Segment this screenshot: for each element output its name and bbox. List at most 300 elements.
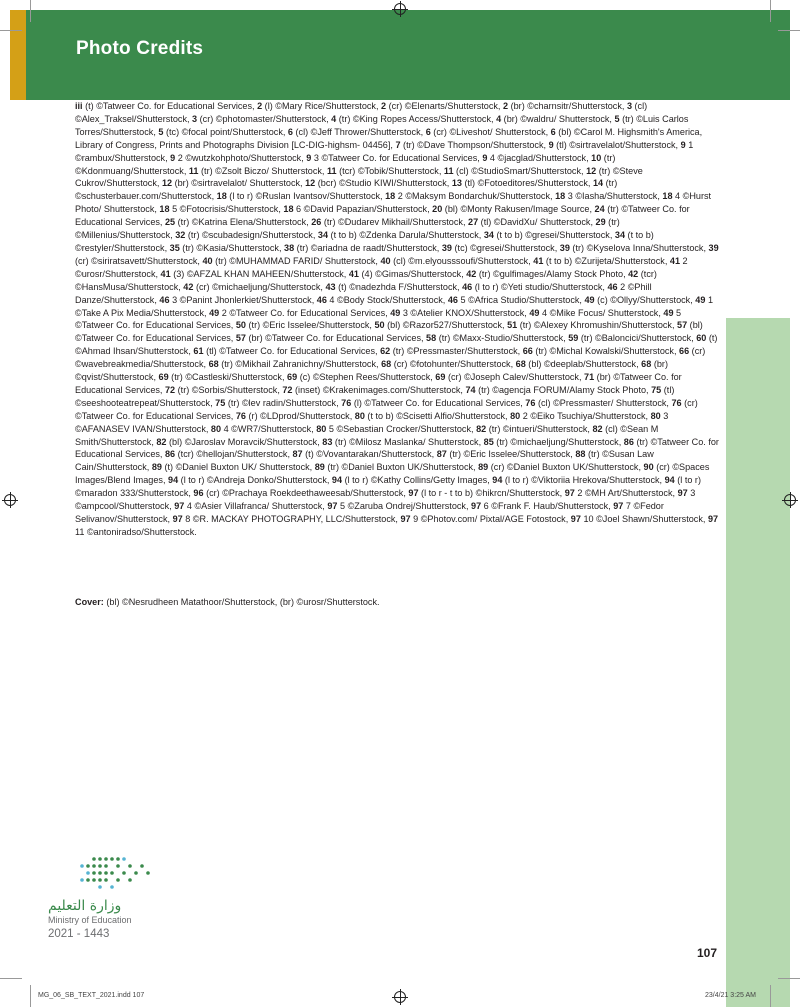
credit-entry <box>426 333 568 343</box>
credit-entry <box>311 217 468 227</box>
credit-entry <box>332 475 492 485</box>
credit-entry <box>492 475 664 485</box>
credit-page-number: 38 <box>284 242 295 253</box>
credit-entry <box>341 398 525 408</box>
credits-paragraph <box>75 100 719 539</box>
crop-mark <box>30 0 31 22</box>
credit-text: (cl) ©StudioSmart/Shutterstock, <box>453 165 587 176</box>
credit-text: (tcr) ©hellojan/Shutterstock, <box>175 449 293 460</box>
credit-entry <box>175 230 318 240</box>
registration-mark-icon <box>394 3 406 15</box>
credit-entry <box>215 398 341 408</box>
credit-text: 2 ©urosr/Shutterstock, <box>75 255 688 279</box>
credit-page-number: 97 <box>677 488 688 499</box>
credit-entry <box>257 101 381 111</box>
ministry-name-arabic: وزارة التعليم <box>48 898 122 914</box>
credit-text: (t) ©Daniel Buxton UK/ Shutterstock, <box>161 462 315 473</box>
credit-text: (tr) ©Alexey Khromushin/Shutterstock, <box>517 320 678 331</box>
credit-entry <box>355 411 510 421</box>
credit-text: (l to r) ©Andreja Donko/Shutterstock, <box>178 475 332 486</box>
credit-entry <box>349 269 466 279</box>
cover-credit <box>75 596 719 609</box>
credit-text: 2 ©Tatweer Co. for Educational Services, <box>219 307 391 318</box>
credit-page-number: 74 <box>465 384 476 395</box>
credit-text: (tr) ©Luis Carlos Torres/Shutterstock, <box>75 113 689 137</box>
crop-mark <box>0 30 22 31</box>
credit-entry <box>448 295 585 305</box>
credit-page-number: 18 <box>159 204 170 215</box>
credit-page-number: 86 <box>164 449 176 460</box>
credit-page-number: 80 <box>510 410 521 421</box>
crop-mark <box>0 978 22 979</box>
credit-text: 4 ©jacglad/Shutterstock, <box>487 152 592 163</box>
page-number: 107 <box>697 946 718 960</box>
credit-text: (br) ©Tatweer Co. for Educational Services, <box>75 372 682 395</box>
credit-entry <box>466 269 628 279</box>
credit-page-number: 87 <box>292 449 303 460</box>
credit-text: 6 ©David Papazian/Shutterstock, <box>293 204 433 215</box>
credit-text: (cl) ©Jeff Thrower/Shutterstock, <box>292 126 426 137</box>
credit-page-number: 11 <box>443 165 454 176</box>
credit-page-number: 80 <box>210 423 222 434</box>
credit-entry <box>478 462 643 472</box>
credit-page-number: 6 <box>425 126 431 137</box>
credit-entry <box>426 127 551 137</box>
credit-text: (tr) ©Castleski/Shutterstock, <box>168 372 288 383</box>
credit-page-number: 5 <box>614 113 620 124</box>
credit-text: (br) ©charnsitr/Shutterstock, <box>508 101 627 111</box>
credit-text: (br) ©qvist/Shutterstock, <box>75 359 668 383</box>
credit-text: (cr) ©siriratsavett/Shutterstock, <box>75 255 203 266</box>
credit-text: 9 ©Photov.com/ Pixtal/AGE Fotostock, <box>410 514 571 524</box>
credit-entry <box>408 488 564 498</box>
credit-text: (bcr) ©Studio KIWI/Shutterstock, <box>315 178 452 189</box>
credit-entry <box>306 153 482 163</box>
credit-page-number: 46 <box>462 281 473 292</box>
edition-year: 2021 - 1443 <box>48 928 110 940</box>
credit-page-number: 18 <box>385 191 396 202</box>
credit-entry <box>390 308 529 318</box>
credit-text: 1 ©rambux/Shutterstock, <box>75 139 694 163</box>
credit-text: (t to b) ©restyler/Shutterstock, <box>75 230 654 253</box>
credit-entry <box>183 282 325 292</box>
credit-text: (tr) ©Eric Isselee/Shutterstock, <box>245 320 375 331</box>
credit-text: (cl) ©Sean M Smith/Shutterstock, <box>75 423 659 447</box>
credit-page-number: 97 <box>471 501 482 512</box>
credit-text: (3) ©AFZAL KHAN MAHEEN/Shutterstock, <box>170 268 349 279</box>
credit-text: (cr) ©Spaces Images/Blend Images, <box>75 462 710 486</box>
credit-page-number: 11 <box>327 165 337 176</box>
credit-page-number: 76 <box>341 397 352 408</box>
credit-page-number: 66 <box>522 346 533 357</box>
credit-text: (tr) ©Maxx-Studio/Shutterstock, <box>436 333 569 344</box>
credit-page-number: 94 <box>168 475 179 486</box>
credit-entry <box>374 320 507 330</box>
credit-text: (l to r) ©Yeti studio/Shutterstock, <box>472 281 608 292</box>
credit-entry <box>159 372 288 382</box>
credit-text: (cr) ©wavebreakmedia/Shutterstock, <box>75 346 706 370</box>
credit-page-number: 5 <box>158 126 164 137</box>
credit-entry <box>159 295 316 305</box>
credit-page-number: iii <box>75 101 83 111</box>
credit-entry <box>168 475 332 485</box>
credit-text: (r) ©LDprod/Shutterstock, <box>245 410 355 421</box>
credit-entry <box>170 153 306 163</box>
credit-text: (l to r) ©Viktoriia Hrekova/Shutterstock, <box>502 475 665 486</box>
credit-entry <box>327 166 444 176</box>
credit-page-number: 40 <box>380 255 391 266</box>
credit-page-number: 69 <box>287 372 298 383</box>
credit-page-number: 25 <box>164 217 176 228</box>
credit-text: (cl) ©Alex_Traksel/Shutterstock, <box>75 101 648 124</box>
credit-entry <box>209 359 381 369</box>
credit-page-number: 72 <box>164 384 176 395</box>
credit-page-number: 4 <box>496 113 502 124</box>
credit-text: 8 ©R. MACKAY PHOTOGRAPHY, LLC/Shutterstock, <box>182 514 401 524</box>
credit-entry <box>283 204 432 214</box>
credit-entry <box>236 411 355 421</box>
credit-page-number: 2 <box>381 101 387 111</box>
credit-page-number: 46 <box>316 294 327 305</box>
credit-text: (tc) ©focal point/Shutterstock, <box>163 126 288 137</box>
credit-page-number: 82 <box>476 423 487 434</box>
credit-page-number: 89 <box>151 462 162 473</box>
credit-page-number: 32 <box>175 230 186 241</box>
credit-text: (tr) ©gulfimages/Alamy Stock Photo, <box>476 268 629 279</box>
credit-entry <box>165 449 293 459</box>
credit-text: (tcr) ©Tobik/Shutterstock, <box>336 165 444 176</box>
credit-entry <box>287 372 435 382</box>
credit-text: (tr) ©intueri/Shutterstock, <box>486 423 593 434</box>
credit-entry <box>435 372 584 382</box>
credit-page-number: 59 <box>568 333 579 344</box>
credit-entry <box>381 101 503 111</box>
credit-entry <box>236 320 375 330</box>
credit-page-number: 61 <box>193 346 204 357</box>
credit-text: (cl) ©m.elyousssoufi/Shutterstock, <box>390 255 534 266</box>
credit-text: (tr) ©michaeljung/Shutterstock, <box>493 436 624 447</box>
credit-text: (tl) ©DavidXu/ Shutterstock, <box>478 217 596 228</box>
credit-text: (tr) ©King Ropes Access/Shutterstock, <box>336 113 497 124</box>
credit-entry <box>442 243 560 253</box>
credit-entry <box>496 114 614 124</box>
credit-text: (tr) ©Michal Kowalski/Shutterstock, <box>532 346 680 357</box>
credit-entry <box>484 230 615 240</box>
credit-text: 5 ©Fotocrisis/Shutterstock, <box>169 204 284 215</box>
credit-page-number: 72 <box>282 384 293 395</box>
credit-text: (cr) ©Liveshot/ Shutterstock, <box>430 126 551 137</box>
credit-page-number: 96 <box>193 488 204 499</box>
credit-entry <box>236 333 426 343</box>
credit-text: (tc) ©gresei/Shutterstock, <box>452 242 560 253</box>
credit-page-number: 49 <box>584 294 595 305</box>
credit-text: (t to b) ©gresei/Shutterstock, <box>493 230 615 241</box>
credit-page-number: 88 <box>575 449 586 460</box>
credit-text: (t to b) ©Zurijeta/Shutterstock, <box>543 255 670 266</box>
credit-page-number: 82 <box>592 423 603 434</box>
credit-text: (l) ©Mary Rice/Shutterstock, <box>262 101 382 111</box>
credit-entry <box>529 308 663 318</box>
credit-page-number: 80 <box>316 423 327 434</box>
credit-text: 3 ©AFANASEV IVAN/Shutterstock, <box>75 410 669 434</box>
credit-entry <box>293 449 437 459</box>
credit-page-number: 12 <box>586 165 597 176</box>
credit-text: (l to r - t to b) ©hikrcn/Shutterstock, <box>418 488 565 499</box>
credit-text: (bl) ©Tatweer Co. for Educational Services, <box>75 320 703 344</box>
credit-page-number: 97 <box>400 514 411 524</box>
credit-text: (l to r) ©Ruslan Ivantsov/Shutterstock, <box>226 191 386 202</box>
credit-text: (tr) ©Mikhail Zahranichny/Shutterstock, <box>218 359 382 370</box>
credit-text: 3 ©Tatweer Co. for Educational Services, <box>311 152 483 163</box>
credit-page-number: 35 <box>169 242 180 253</box>
credit-text: (tr) ©Kdonmuang/Shutterstock, <box>75 152 616 176</box>
credit-entry <box>316 424 476 434</box>
credit-text: 2 ©Eiko Tsuchiya/Shutterstock, <box>520 410 651 421</box>
credit-page-number: 2 <box>257 101 263 111</box>
credit-page-number: 68 <box>515 359 526 370</box>
credit-page-number: 62 <box>380 346 391 357</box>
credit-page-number: 46 <box>447 294 458 305</box>
credit-text: (t) ©Vovantarakan/Shutterstock, <box>302 449 437 460</box>
credit-text: (tr) ©Tatweer Co. for Educational Services, <box>75 436 719 460</box>
credit-page-number: 97 <box>327 501 338 512</box>
credit-text: 2 ©Phill Danze/Shutterstock, <box>75 281 652 305</box>
credit-page-number: 49 <box>209 307 220 318</box>
credit-page-number: 41 <box>533 255 544 266</box>
credit-entry <box>568 333 696 343</box>
credit-text: (tr) ©Kyselova Inna/Shutterstock, <box>569 242 709 253</box>
credit-entry <box>282 385 465 395</box>
credit-page-number: 39 <box>441 242 452 253</box>
credit-page-number: 94 <box>664 475 675 486</box>
credit-entry <box>284 243 442 253</box>
credit-text: (tcr) ©HansMusa/Shutterstock, <box>75 268 657 292</box>
credit-page-number: 13 <box>451 178 462 189</box>
credit-page-number: 34 <box>483 230 494 241</box>
credit-entry <box>305 178 452 188</box>
credit-page-number: 34 <box>317 230 329 241</box>
credit-text: (br) ©sirtravelalot/ Shutterstock, <box>172 178 306 189</box>
credit-page-number: 41 <box>160 268 171 279</box>
credit-page-number: 18 <box>283 204 294 215</box>
credit-text: (tr) ©Baloncici/Shutterstock, <box>578 333 697 344</box>
credit-text: (tl) ©Fotoeditores/Shutterstock, <box>461 178 593 189</box>
credit-entry <box>482 153 591 163</box>
credit-entry <box>162 178 305 188</box>
credit-page-number: 80 <box>650 410 661 421</box>
credit-text: (l to r) ©Kathy Collins/Getty Images, <box>342 475 493 486</box>
credit-text: (bl) ©Monty Rakusen/Image Source, <box>442 204 595 215</box>
credit-entry <box>476 424 592 434</box>
credit-page-number: 46 <box>607 281 618 292</box>
credit-page-number: 18 <box>216 191 227 202</box>
credit-entry <box>444 166 586 176</box>
credit-text: (tr) ©Tatweer Co. for Educational Services, <box>75 204 690 228</box>
credit-entry <box>318 230 484 240</box>
credit-page-number: 6 <box>550 126 556 137</box>
credit-page-number: 89 <box>314 462 325 473</box>
credit-text: (tr) ©Katrina Elena/Shutterstock, <box>175 217 312 228</box>
credit-text: 10 ©Joel Shawn/Shutterstock, <box>580 514 708 524</box>
credit-page-number: 80 <box>354 410 365 421</box>
credit-page-number: 94 <box>492 475 503 486</box>
credit-entry <box>161 269 349 279</box>
credit-text: 4 ©WR7/Shutterstock, <box>221 423 317 434</box>
credit-page-number: 42 <box>183 281 194 292</box>
ministry-logo-icon <box>58 856 154 896</box>
credit-text: (cl) ©Pressmaster/ Shutterstock, <box>535 397 672 408</box>
credit-page-number: 11 <box>188 165 199 176</box>
credit-text: (t to b) ©Scisetti Alfio/Shutterstock, <box>364 410 511 421</box>
credit-text: (bl) ©deeplab/Shutterstock, <box>525 359 642 370</box>
credit-entry <box>173 514 401 524</box>
credit-entry <box>432 204 594 214</box>
credit-entry <box>395 140 548 150</box>
credit-page-number: 68 <box>208 359 219 370</box>
credit-entry <box>174 501 327 511</box>
credit-page-number: 97 <box>570 514 581 524</box>
credit-entry <box>322 437 483 447</box>
credit-page-number: 4 <box>331 113 337 124</box>
credit-text: 5 ©Tatweer Co. for Educational Services, <box>75 307 682 331</box>
credit-entry <box>555 191 662 201</box>
credit-page-number: 68 <box>641 359 652 370</box>
credit-page-number: 57 <box>677 320 688 331</box>
credit-text: (tr) ©ariadna de raadt/Shutterstock, <box>294 242 442 253</box>
credit-entry <box>507 320 677 330</box>
credit-text: (tr) ©Millenius/Shutterstock, <box>75 217 620 241</box>
credit-page-number: 46 <box>159 294 170 305</box>
credit-entry <box>193 488 408 498</box>
credit-text: (4) ©Gimas/Shutterstock, <box>358 268 467 279</box>
credit-entry <box>560 243 709 253</box>
credit-page-number: 43 <box>325 281 336 292</box>
credit-page-number: 14 <box>592 178 604 189</box>
credit-text: 5 ©Africa Studio/Shutterstock, <box>457 294 585 305</box>
credit-entry <box>327 501 471 511</box>
credit-text: (l) ©Tatweer Co. for Educational Services, <box>351 397 526 408</box>
credit-entry <box>503 101 627 111</box>
credit-text: (tr) ©lev radin/Shutterstock, <box>225 397 342 408</box>
credit-page-number: 9 <box>170 152 176 163</box>
credit-page-number: 51 <box>507 320 518 331</box>
credit-page-number: 42 <box>466 268 477 279</box>
credit-text: 2 ©Maksym Bondarchuk/Shutterstock, <box>395 191 556 202</box>
credit-page-number: 71 <box>584 372 595 383</box>
credit-page-number: 3 <box>626 101 632 111</box>
credit-page-number: 42 <box>628 268 639 279</box>
credit-entry <box>325 282 462 292</box>
credit-entry <box>400 514 570 524</box>
credit-entry <box>465 385 651 395</box>
credit-page-number: 97 <box>174 501 185 512</box>
credit-text: (bl) ©Razor527/Shutterstock, <box>384 320 508 331</box>
credit-entry <box>437 449 576 459</box>
credit-entry <box>510 411 651 421</box>
credit-entry <box>549 140 681 150</box>
credit-text: (cr) ©Joseph Calev/Shutterstock, <box>445 372 585 383</box>
credit-text: (t) ©Tatweer Co. for Educational Services, <box>82 101 258 111</box>
credit-entry <box>381 256 534 266</box>
credit-entry <box>462 282 607 292</box>
credit-page-number: 12 <box>161 178 173 189</box>
credit-text: 1 ©Take A Pix Media/Shutterstock, <box>75 294 714 318</box>
credit-page-number: 9 <box>680 139 686 150</box>
credit-page-number: 12 <box>305 178 316 189</box>
crop-mark <box>30 985 31 1007</box>
credit-page-number: 76 <box>671 397 682 408</box>
credit-page-number: 86 <box>623 436 634 447</box>
credit-page-number: 18 <box>662 191 673 202</box>
credit-text: (c) ©Stephen Rees/Shutterstock, <box>297 372 436 383</box>
credit-entry <box>192 114 331 124</box>
crop-mark <box>778 30 800 31</box>
credit-page-number: 9 <box>306 152 312 163</box>
credit-text: 4 ©Body Stock/Shutterstock, <box>326 294 448 305</box>
credit-text: (t) ©Ahmad Ihsan/Shutterstock, <box>75 333 718 357</box>
credit-text: (tr) ©Dave Thompson/Shutterstock, <box>400 139 549 150</box>
credit-entry <box>165 385 282 395</box>
credit-page-number: 18 <box>555 191 566 202</box>
credit-text: (cr) ©Daniel Buxton UK/Shutterstock, <box>488 462 644 473</box>
credit-text: (tr) ©schusterbauer.com/Shutterstock, <box>75 178 618 202</box>
credit-text: (tr) ©Eric Isselee/Shutterstock, <box>446 449 576 460</box>
credit-entry <box>471 501 613 511</box>
credit-page-number: 97 <box>172 514 183 524</box>
credit-text: 3 ©ampcool/Shutterstock, <box>75 488 696 512</box>
credit-page-number: 76 <box>525 397 536 408</box>
credit-entry <box>317 295 448 305</box>
credit-page-number: 7 <box>395 139 401 150</box>
side-tab-band <box>726 318 790 1007</box>
credit-page-number: 29 <box>595 217 606 228</box>
credit-text: (tl) ©sirtravelalot/Shutterstock, <box>553 139 681 150</box>
credit-entry <box>484 437 624 447</box>
credit-page-number: 97 <box>564 488 575 499</box>
credit-text: (tl) ©Tatweer Co. for Educational Services, <box>203 346 381 357</box>
credit-page-number: 9 <box>482 152 488 163</box>
credit-text: (tr) ©Dudarev Mikhail/Shutterstock, <box>321 217 469 228</box>
page-title: Photo Credits <box>76 38 204 59</box>
credit-page-number: 40 <box>202 255 213 266</box>
credit-text: 5 ©Zaruba Ondrej/Shutterstock, <box>337 501 472 512</box>
registration-mark-icon <box>784 494 796 506</box>
credit-page-number: 39 <box>559 242 570 253</box>
credit-page-number: 50 <box>235 320 246 331</box>
credit-text: 6 ©Frank F. Haub/Shutterstock, <box>481 501 614 512</box>
credit-text: (cr) ©Elenarts/Shutterstock, <box>386 101 503 111</box>
cover-text: (bl) ©Nesrudheen Matathoor/Shutterstock, (br) ©urosr/Shutterstock. <box>103 597 380 607</box>
credit-page-number: 76 <box>235 410 246 421</box>
credit-page-number: 75 <box>215 397 226 408</box>
credit-entry <box>331 114 496 124</box>
credit-entry <box>156 437 322 447</box>
credit-entry <box>533 256 670 266</box>
credit-page-number: 60 <box>696 333 707 344</box>
crop-mark <box>778 978 800 979</box>
credit-text: (l to r) ©maradon 333/Shutterstock, <box>75 475 701 499</box>
credit-page-number: 97 <box>408 488 419 499</box>
credit-text: (c) ©Ollyy/Shutterstock, <box>594 294 696 305</box>
credit-text: (tr) ©Susan Law Cain/Shutterstock, <box>75 449 654 473</box>
credit-text: (t) ©nadezhda F/Shutterstock, <box>335 281 463 292</box>
credit-entry <box>468 217 596 227</box>
credit-text: 5 ©Sebastian Crocker/Shutterstock, <box>326 423 477 434</box>
credit-page-number: 49 <box>390 307 401 318</box>
credit-page-number: 82 <box>156 436 167 447</box>
credit-entry <box>288 127 426 137</box>
crop-mark <box>770 985 771 1007</box>
